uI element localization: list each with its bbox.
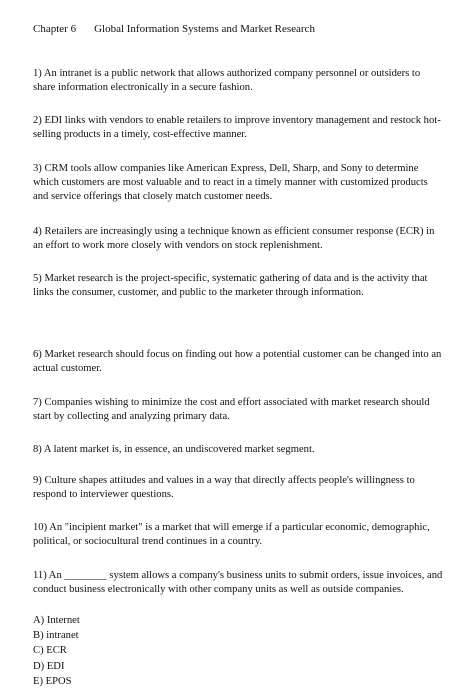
question-7: 7) Companies wishing to minimize the cost and effort associated with market research should start by collecting and analyzing primary data. xyxy=(33,397,430,422)
chapter-header xyxy=(33,22,315,36)
answer-option-d: D) EDI xyxy=(33,660,65,672)
chapter-title: Global Information Systems and Market Research xyxy=(94,23,315,35)
answer-option-c: C) ECR xyxy=(33,645,67,657)
question-2: 2) EDI links with vendors to enable retailers to improve inventory management and restock hot-selling products in a timely, cost-effective manner. xyxy=(33,115,441,140)
question-8: 8) A latent market is, in essence, an undiscovered market segment. xyxy=(33,444,315,455)
answer-option-e: E) EPOS xyxy=(33,675,72,687)
question-4: 4) Retailers are increasingly using a technique known as efficient consumer response (ECR) in an effort to work more closely with vendors on stock replenishment. xyxy=(33,226,435,251)
question-6: 6) Market research should focus on finding out how a potential customer can be changed into an actual customer. xyxy=(33,349,442,374)
question-5: 5) Market research is the project-specific, systematic gathering of data and is the activity that links the consumer, customer, and public to the marketer through information. xyxy=(33,273,428,298)
question-1: 1) An intranet is a public network that allows authorized company personnel or outsiders to share information electronically in a secure fashion. xyxy=(33,68,421,93)
question-9: 9) Culture shapes attitudes and values in a way that directly affects people's willingness to respond to interviewer questions. xyxy=(33,475,415,500)
answer-option-a: A) Internet xyxy=(33,615,80,626)
question-10: 10) An "incipient market" is a market that will emerge if a particular economic, demographic, political, or sociocultural trend continues in a country. xyxy=(33,522,430,547)
answer-option-b: B) intranet xyxy=(33,630,79,642)
answer-options xyxy=(33,613,80,689)
question-3: 3) CRM tools allow companies like American Express, Dell, Sharp, and Sony to determine which customers are most valuable and to react in a timely manner with customized products and service offerings that closely match customer needs. xyxy=(33,163,428,202)
chapter-number: Chapter 6 xyxy=(33,23,77,35)
question-11: 11) An ________ system allows a company's business units to submit orders, issue invoices, and conduct business electronically with other company units as well as outside companies. xyxy=(33,570,443,595)
